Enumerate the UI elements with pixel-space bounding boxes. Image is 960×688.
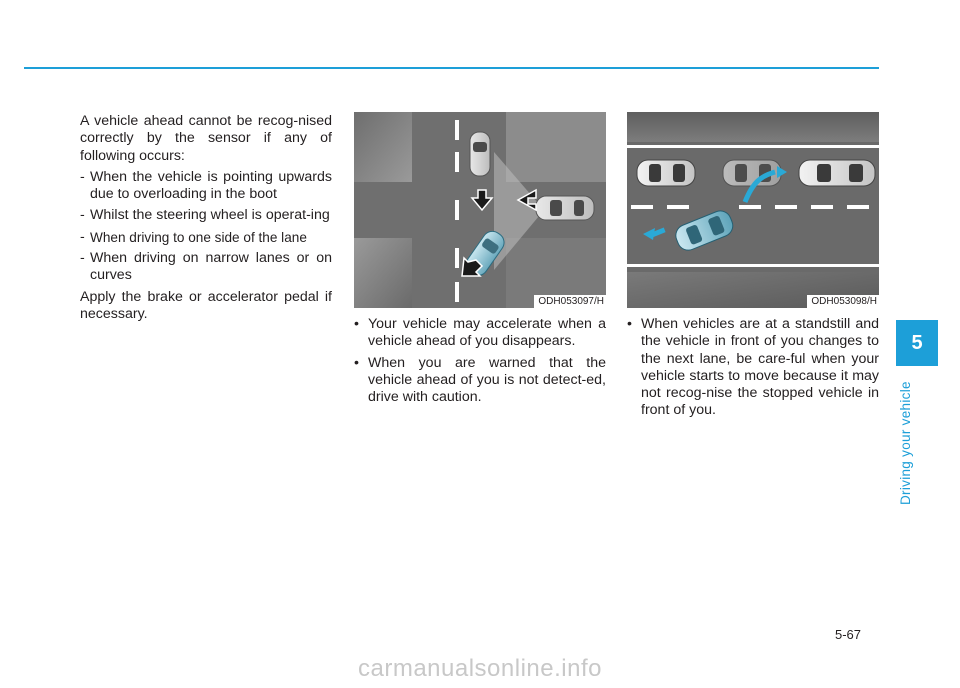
crossing-car-icon bbox=[536, 196, 594, 220]
bullet-marker: • bbox=[354, 354, 359, 371]
list-item bbox=[627, 316, 879, 420]
list-item bbox=[80, 169, 332, 204]
list-item-text: When driving to one side of the lane bbox=[90, 229, 307, 245]
bullet-text: When vehicles are at a standstill and the vehicle in front of you changes to the next lane, be care-ful when your vehicle starts to move because it may not recog-nise the stopped vehicle in front of you. bbox=[641, 316, 879, 419]
bullet-text: Your vehicle may accelerate when a vehicle ahead of you disappears. bbox=[368, 316, 606, 350]
right-column bbox=[627, 316, 879, 424]
figure-code: ODH053097/H bbox=[534, 295, 606, 308]
left-column bbox=[80, 113, 332, 327]
figure-intersection bbox=[354, 112, 606, 308]
stopped-car-icon bbox=[637, 160, 695, 186]
figure-code: ODH053098/H bbox=[807, 295, 879, 308]
bullet-marker: • bbox=[627, 316, 632, 332]
intro-paragraph: A vehicle ahead cannot be recog-nised correctly by the sensor if any of following occurs: bbox=[80, 113, 332, 164]
list-item bbox=[354, 316, 606, 351]
page-number: 5-67 bbox=[835, 627, 862, 642]
list-item bbox=[80, 207, 332, 224]
chapter-title-text: Driving your vehicle bbox=[898, 381, 913, 505]
bullet-marker: • bbox=[354, 316, 359, 332]
closing-paragraph: Apply the brake or accelerator pedal if necessary. bbox=[80, 288, 332, 322]
watermark: carmanualsonline.info bbox=[358, 655, 602, 682]
dash-marker: - bbox=[80, 168, 85, 185]
list-item-text: Whilst the steering wheel is operat-ing bbox=[90, 207, 330, 224]
car-ahead-icon bbox=[470, 132, 490, 176]
dash-marker: - bbox=[80, 207, 85, 224]
bullet-text: When you are warned that the vehicle ahead of you is not detect-ed, drive with caution. bbox=[368, 354, 606, 406]
list-item bbox=[80, 229, 332, 246]
intersection-illustration bbox=[354, 112, 606, 308]
header-rule bbox=[24, 67, 879, 69]
middle-column bbox=[354, 316, 606, 410]
list-item bbox=[80, 250, 332, 285]
list-item bbox=[354, 355, 606, 407]
lane-change-illustration bbox=[627, 112, 879, 308]
list-item-text: When the vehicle is pointing upwards due to overloading in the boot bbox=[90, 168, 332, 203]
chapter-tab: 5 bbox=[896, 320, 938, 366]
dash-marker: - bbox=[80, 250, 85, 267]
dash-marker: - bbox=[80, 228, 85, 245]
figure-lane-change bbox=[627, 112, 879, 308]
stopped-car-icon bbox=[799, 160, 875, 186]
list-item-text: When driving on narrow lanes or on curves bbox=[90, 250, 332, 284]
